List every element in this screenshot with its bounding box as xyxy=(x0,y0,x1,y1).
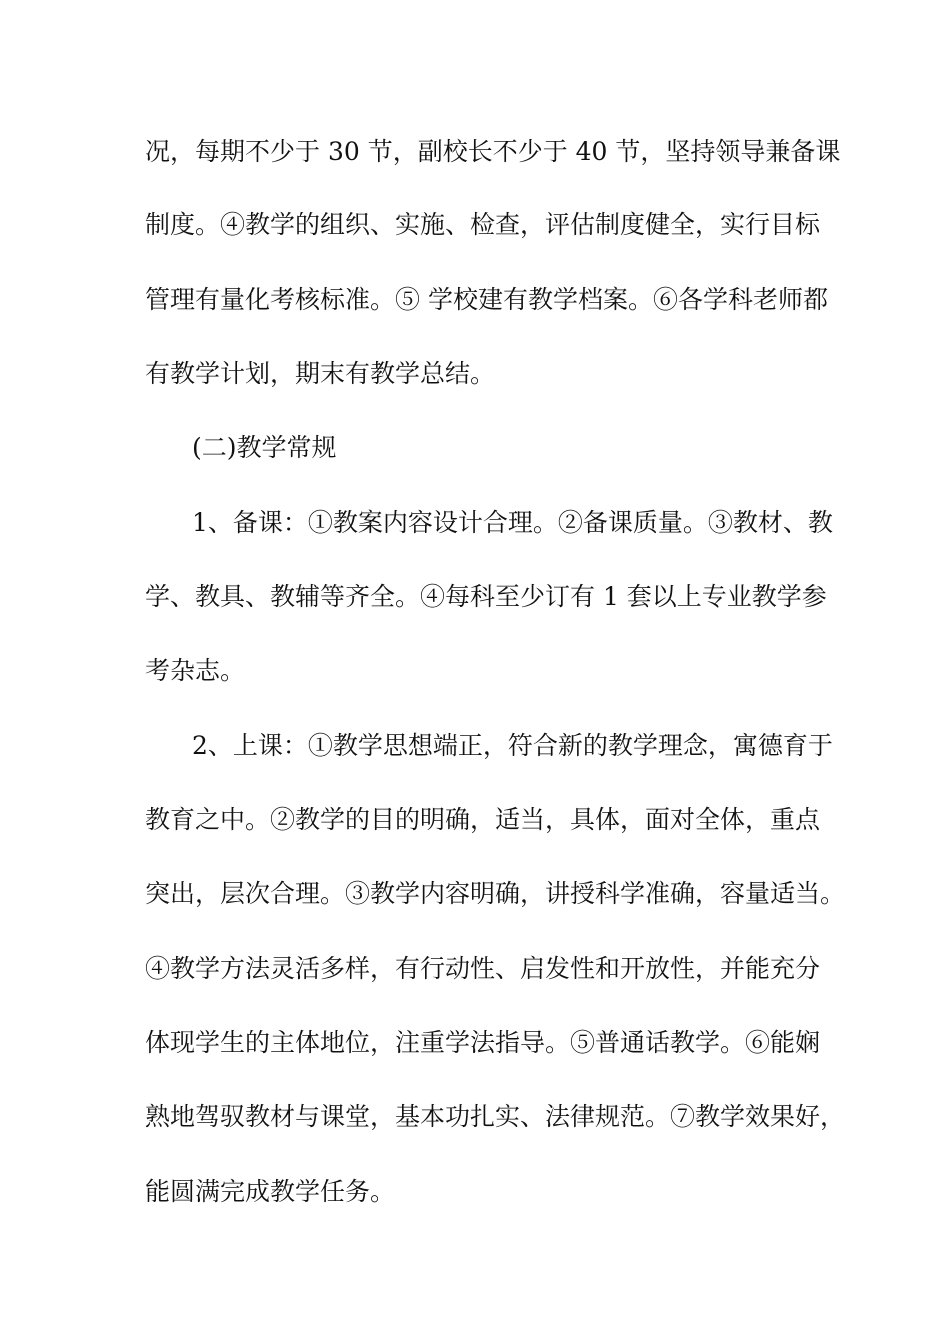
paragraph-line: 教育之中。②教学的目的明确，适当，具体，面对全体，重点 xyxy=(145,805,821,834)
paragraph-line: 有教学计划，期末有教学总结。 xyxy=(145,359,496,388)
paragraph-line: 考杂志。 xyxy=(145,656,246,685)
paragraph-line: 能圆满完成教学任务。 xyxy=(145,1177,396,1206)
paragraph-line: 1、备课：①教案内容设计合理。②备课质量。③教材、教 xyxy=(192,508,833,537)
paragraph-line: ④教学方法灵活多样，有行动性、启发性和开放性，并能充分 xyxy=(145,954,821,983)
paragraph-line: 学、教具、教辅等齐全。④每科至少订有 1 套以上专业教学参 xyxy=(145,582,827,611)
paragraph-line: 制度。④教学的组织、实施、检查，评估制度健全，实行目标 xyxy=(145,210,821,239)
paragraph-line: 突出，层次合理。③教学内容明确，讲授科学准确，容量适当。 xyxy=(145,879,846,908)
paragraph-line: 况，每期不少于 30 节，副校长不少于 40 节，坚持领导兼备课 xyxy=(145,137,841,166)
paragraph-line: 熟地驾驭教材与课堂，基本功扎实、法律规范。⑦教学效果好， xyxy=(145,1102,846,1131)
paragraph-line: 体现学生的主体地位，注重学法指导。⑤普通话教学。⑥能娴 xyxy=(145,1028,821,1057)
paragraph-line: 管理有量化考核标准。⑤ 学校建有教学档案。⑥各学科老师都 xyxy=(145,285,828,314)
paragraph-line: 2、上课：①教学思想端正，符合新的教学理念，寓德育于 xyxy=(192,731,833,760)
section-heading: (二)教学常规 xyxy=(192,433,337,462)
